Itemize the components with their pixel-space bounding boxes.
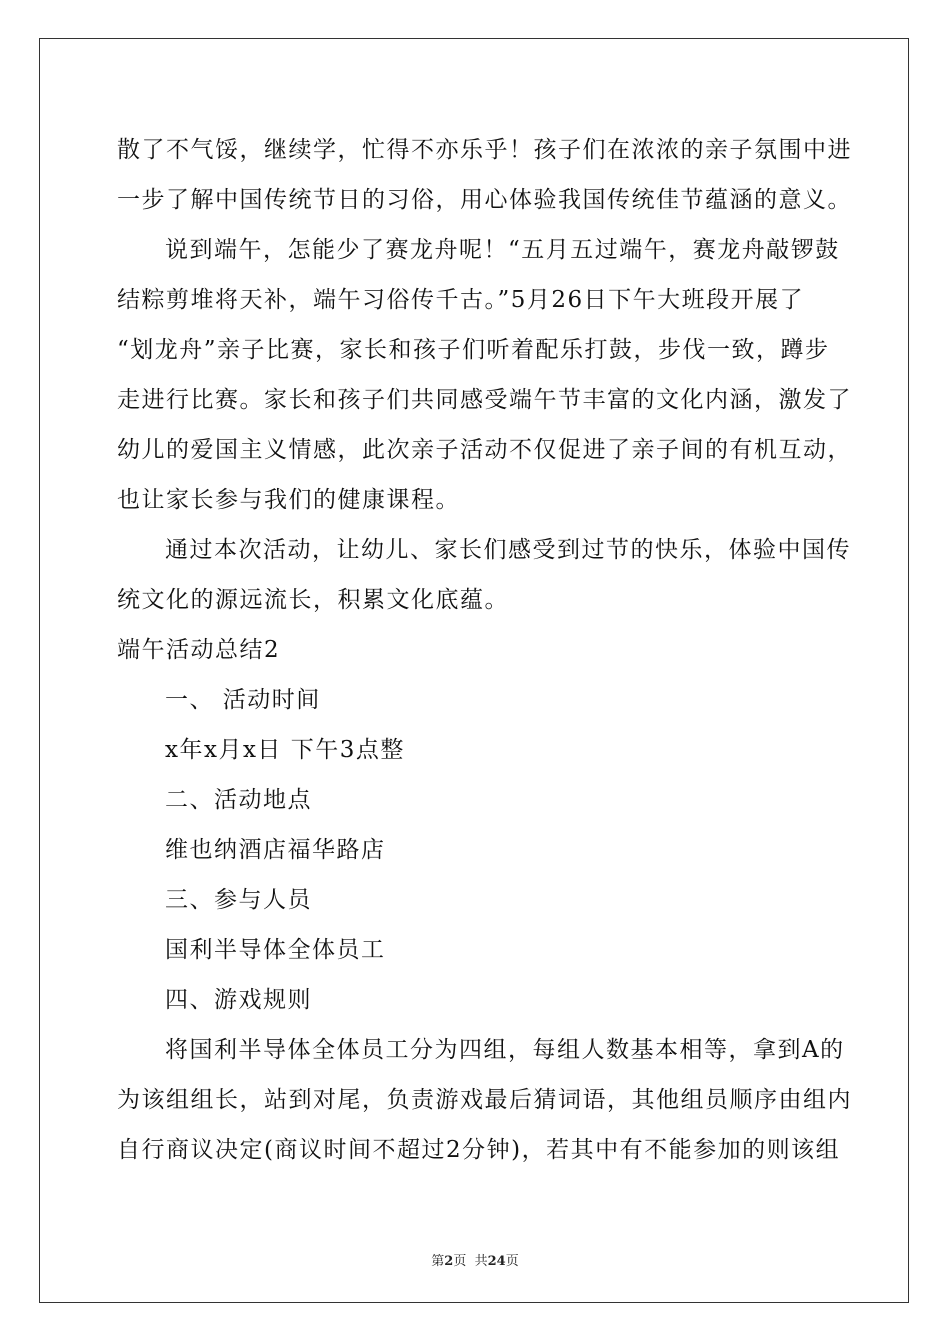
- text-line: 国利半导体全体员工: [165, 937, 386, 963]
- footer-suffix: 页: [505, 1254, 519, 1269]
- text-line: 散了不气馁，继续学，忙得不亦乐乎！孩子们在浓浓的亲子氛围中进: [117, 137, 852, 163]
- text-line: 维也纳酒店福华路店: [165, 837, 386, 863]
- total-page-count: 24: [487, 1254, 506, 1269]
- text-line: x年x月x日 下午3点整: [165, 737, 405, 763]
- text-line: 自行商议决定(商议时间不超过2分钟)，若其中有不能参加的则该组: [117, 1137, 841, 1163]
- text-line: 通过本次活动，让幼儿、家长们感受到过节的快乐，体验中国传: [165, 537, 851, 563]
- section-heading: 端午活动总结2: [117, 637, 281, 663]
- current-page-number: 2: [444, 1254, 454, 1269]
- text-line: 将国利半导体全体员工分为四组，每组人数基本相等，拿到A的: [165, 1037, 845, 1063]
- text-line: 统文化的源远流长，积累文化底蕴。: [117, 587, 509, 613]
- text-line: 四、游戏规则: [165, 987, 312, 1013]
- text-line: 说到端午，怎能少了赛龙舟呢！“五月五过端午，赛龙舟敲锣鼓: [165, 237, 840, 263]
- text-line: 幼儿的爱国主义情感，此次亲子活动不仅促进了亲子间的有机互动，: [117, 437, 852, 463]
- text-line: 走进行比赛。家长和孩子们共同感受端午节丰富的文化内涵，激发了: [117, 387, 852, 413]
- footer-mid: 页 共: [453, 1254, 488, 1269]
- page-footer: [0, 1250, 950, 1269]
- text-line: 二、活动地点: [165, 787, 312, 813]
- text-line: “划龙舟”亲子比赛，家长和孩子们听着配乐打鼓，步伐一致，蹲步: [117, 337, 830, 363]
- footer-prefix: 第: [431, 1254, 445, 1269]
- text-line: 一、 活动时间: [165, 687, 321, 713]
- text-line: 三、参与人员: [165, 887, 312, 913]
- text-line: 结粽剪堆将天补，端午习俗传千古。”5月26日下午大班段开展了: [117, 287, 805, 313]
- text-line: 一步了解中国传统节日的习俗，用心体验我国传统佳节蕴涵的意义。: [117, 187, 852, 213]
- text-line: 也让家长参与我们的健康课程。: [117, 487, 460, 513]
- text-line: 为该组组长，站到对尾，负责游戏最后猜词语，其他组员顺序由组内: [117, 1087, 852, 1113]
